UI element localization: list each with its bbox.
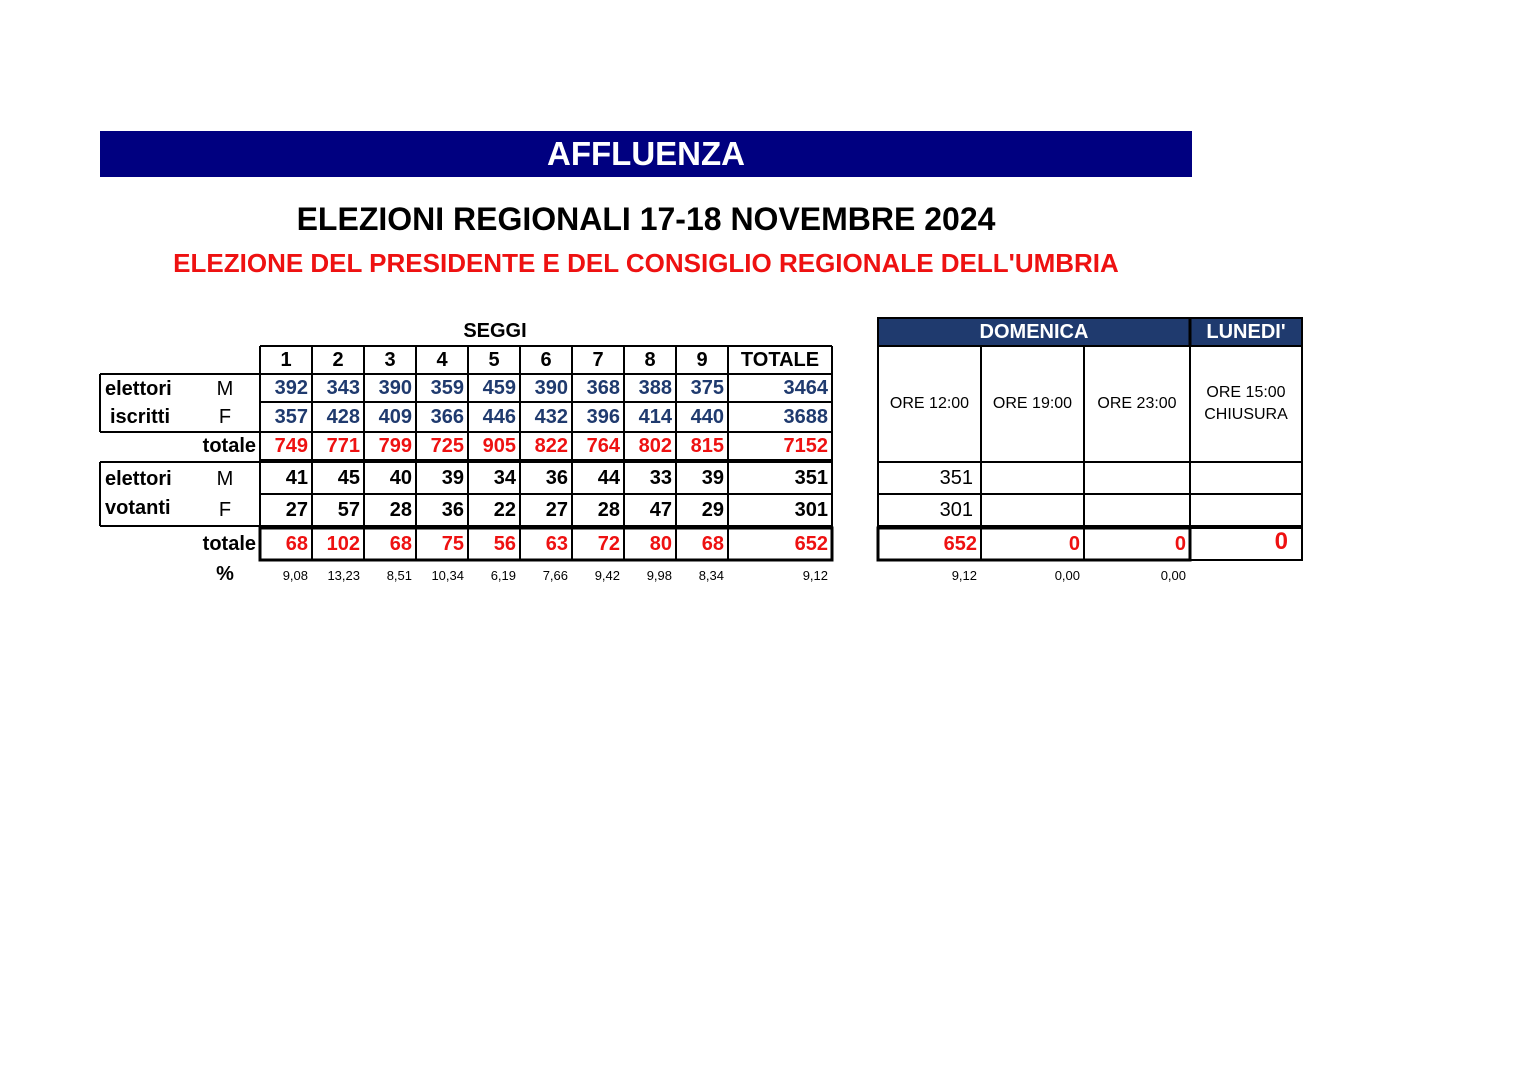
- votanti-total-cell: 56: [493, 532, 516, 555]
- row-label-f: F: [218, 405, 232, 428]
- time-header: ORE 19:00: [992, 395, 1073, 412]
- column-header: 1: [280, 348, 292, 371]
- orari-percent-cell: 9,12: [951, 567, 977, 583]
- iscritti-f-cell: 440: [690, 405, 724, 428]
- column-header: 8: [644, 348, 656, 371]
- column-header: TOTALE: [740, 348, 820, 371]
- iscritti-f-cell: 357: [274, 405, 308, 428]
- column-header: 9: [696, 348, 708, 371]
- votanti-total-cell: 68: [389, 532, 412, 555]
- column-header: 2: [332, 348, 344, 371]
- row-label-totale: totale: [202, 434, 256, 457]
- iscritti-m-cell: 390: [534, 376, 568, 399]
- row-label-iscritti: iscritti: [110, 405, 171, 428]
- percent-cell: 9,12: [802, 567, 828, 583]
- orari-total-cell: 652: [943, 532, 977, 555]
- votanti-m-cell: 33: [649, 466, 672, 489]
- iscritti-f-cell: 366: [430, 405, 464, 428]
- orari-percent-cell: 0,00: [1054, 567, 1080, 583]
- iscritti-total-cell: 771: [326, 434, 360, 457]
- iscritti-total-cell: 905: [482, 434, 516, 457]
- orari-m-cell: [981, 462, 1084, 494]
- votanti-f-cell: 47: [649, 498, 672, 521]
- iscritti-m-cell: 459: [482, 376, 516, 399]
- column-header: 6: [540, 348, 552, 371]
- page-banner: AFFLUENZA: [100, 131, 1192, 177]
- iscritti-m-cell: 3464: [783, 376, 828, 399]
- column-header: 5: [488, 348, 500, 371]
- votanti-m-cell: 351: [794, 466, 828, 489]
- votanti-f-cell: 57: [337, 498, 360, 521]
- iscritti-f-cell: 414: [638, 405, 672, 428]
- orari-f-cell: [1190, 494, 1302, 526]
- row-label-f: F: [218, 498, 232, 521]
- lunedi-time-header: [1190, 346, 1302, 462]
- iscritti-total-cell: 725: [430, 434, 464, 457]
- lunedi-header: LUNEDI': [1190, 318, 1302, 346]
- lunedi-time-line: CHIUSURA: [1204, 406, 1288, 423]
- domenica-header: DOMENICA: [878, 318, 1190, 346]
- iscritti-f-cell: 409: [378, 405, 412, 428]
- column-header: 3: [384, 348, 396, 371]
- iscritti-m-cell: 359: [430, 376, 464, 399]
- row-label-m: M: [216, 377, 234, 400]
- iscritti-total-cell: 802: [638, 434, 672, 457]
- iscritti-total-cell: 7152: [783, 434, 828, 457]
- votanti-f-cell: 28: [389, 498, 412, 521]
- votanti-m-cell: 44: [597, 466, 620, 489]
- iscritti-m-cell: 368: [586, 376, 620, 399]
- time-header: ORE 23:00: [1097, 395, 1177, 412]
- votanti-m-cell: 34: [493, 466, 516, 489]
- percent-cell: 8,51: [386, 567, 412, 583]
- votanti-m-cell: 41: [285, 466, 308, 489]
- percent-cell: 10,34: [431, 567, 464, 583]
- percent-cell: 9,98: [646, 567, 672, 583]
- votanti-m-cell: 45: [337, 466, 360, 489]
- percent-cell: 13,23: [327, 567, 360, 583]
- iscritti-total-cell: 822: [534, 434, 568, 457]
- lunedi-time-line: ORE 15:00: [1206, 384, 1286, 401]
- percent-cell: 8,34: [698, 567, 724, 583]
- column-header: 7: [592, 348, 604, 371]
- orari-total-cell: 0: [1068, 532, 1080, 555]
- seggi-label: SEGGI: [463, 319, 527, 342]
- iscritti-m-cell: 388: [638, 376, 672, 399]
- votanti-total-cell: 75: [441, 532, 464, 555]
- percent-cell: 6,19: [490, 567, 516, 583]
- votanti-f-cell: 36: [441, 498, 464, 521]
- percent-cell: 9,42: [594, 567, 620, 583]
- orari-total-cell: 0: [1274, 528, 1288, 555]
- votanti-total-cell: 68: [285, 532, 308, 555]
- orari-percent-cell: 0,00: [1160, 567, 1186, 583]
- iscritti-m-cell: 392: [274, 376, 308, 399]
- orari-m-cell: [1084, 462, 1190, 494]
- votanti-f-cell: 22: [493, 498, 516, 521]
- votanti-m-cell: 39: [701, 466, 724, 489]
- votanti-m-cell: 39: [441, 466, 464, 489]
- iscritti-f-cell: 396: [586, 405, 620, 428]
- votanti-f-cell: 27: [285, 498, 308, 521]
- votanti-f-cell: 27: [545, 498, 568, 521]
- column-header: 4: [436, 348, 448, 371]
- page-subtitle: ELEZIONE DEL PRESIDENTE E DEL CONSIGLIO REGIONALE DELL'UMBRIA: [173, 248, 1119, 278]
- votanti-total-cell: 72: [597, 532, 620, 555]
- votanti-m-cell: 36: [545, 466, 568, 489]
- page-title: ELEZIONI REGIONALI 17-18 NOVEMBRE 2024: [296, 201, 996, 237]
- time-header: ORE 12:00: [889, 395, 970, 412]
- orari-m-cell: 351: [939, 466, 973, 489]
- iscritti-total-cell: 764: [586, 434, 620, 457]
- orari-f-cell: 301: [939, 498, 973, 521]
- votanti-total-cell: 80: [649, 532, 672, 555]
- votanti-f-cell: 29: [701, 498, 724, 521]
- votanti-total-cell: 68: [701, 532, 724, 555]
- row-label-elettori: elettori: [105, 467, 172, 490]
- iscritti-f-cell: 446: [482, 405, 516, 428]
- iscritti-f-cell: 3688: [783, 405, 828, 428]
- percent-cell: 7,66: [542, 567, 568, 583]
- votanti-total-cell: 652: [794, 532, 828, 555]
- iscritti-f-cell: 428: [326, 405, 360, 428]
- iscritti-total-cell: 799: [378, 434, 412, 457]
- iscritti-m-cell: 375: [690, 376, 724, 399]
- row-label-elettori: elettori: [105, 377, 172, 400]
- row-label-totale: totale: [202, 532, 256, 555]
- orari-total-cell: 0: [1174, 532, 1186, 555]
- row-label-m: M: [216, 467, 234, 490]
- orari-m-cell: [1190, 462, 1302, 494]
- iscritti-f-cell: 432: [534, 405, 568, 428]
- iscritti-total-cell: 749: [274, 434, 308, 457]
- orari-f-cell: [1084, 494, 1190, 526]
- iscritti-m-cell: 390: [378, 376, 412, 399]
- orari-f-cell: [981, 494, 1084, 526]
- votanti-f-cell: 28: [597, 498, 620, 521]
- votanti-total-cell: 63: [545, 532, 568, 555]
- votanti-total-cell: 102: [326, 532, 360, 555]
- percent-cell: 9,08: [282, 567, 308, 583]
- votanti-m-cell: 40: [389, 466, 412, 489]
- row-label-percent: %: [216, 562, 234, 585]
- votanti-f-cell: 301: [794, 498, 828, 521]
- iscritti-m-cell: 343: [326, 376, 360, 399]
- iscritti-total-cell: 815: [690, 434, 724, 457]
- row-label-votanti: votanti: [105, 496, 171, 519]
